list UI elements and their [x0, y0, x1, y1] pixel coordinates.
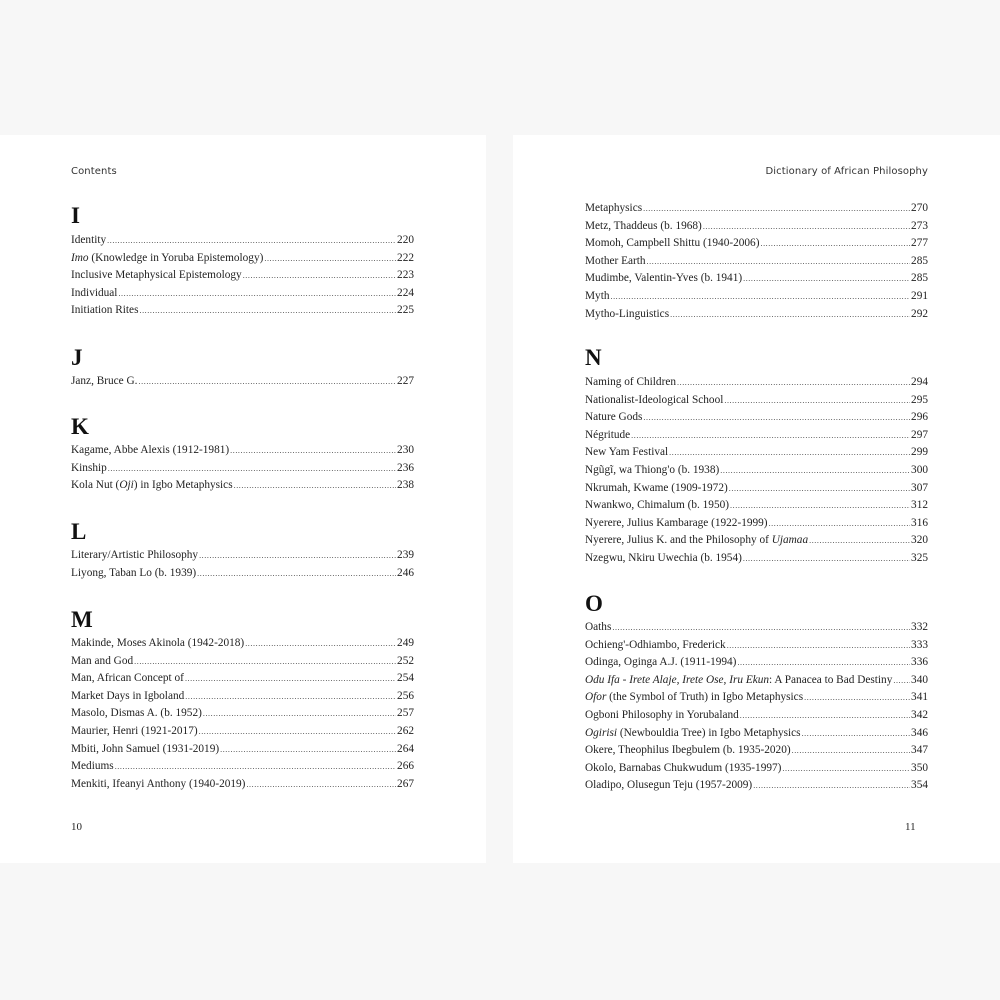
toc-entry-text: Menkiti, Ifeanyi Anthony (1940-2019) — [71, 777, 246, 790]
toc-entry-italic-term: Odu Ifa - Irete Alaje, Irete Ose, Iru Ekun — [585, 673, 770, 686]
toc-entry[interactable] — [71, 460, 414, 478]
toc-entry-page-number: 239 — [397, 549, 414, 561]
toc-entry-page-number: 230 — [397, 444, 414, 456]
section-letter-k: K — [71, 414, 89, 439]
toc-entry-text: Kinship — [71, 461, 107, 474]
toc-entry-text: Nyerere, Julius Kambarage (1922-1999) — [585, 516, 768, 529]
dot-leader — [743, 550, 910, 568]
toc-entry-page-number: 320 — [911, 534, 928, 547]
section-entries-i — [71, 232, 414, 320]
toc-entry-title — [71, 267, 242, 285]
toc-entry-text: Market Days in Igboland — [71, 689, 185, 702]
toc-entry[interactable] — [585, 725, 928, 743]
toc-entry-text: Mbiti, John Samuel (1931-2019) — [71, 742, 220, 755]
dot-leader — [264, 250, 396, 268]
toc-entry-page-number: 300 — [911, 463, 928, 476]
toc-entry-text: Metz, Thaddeus (b. 1968) — [585, 219, 702, 232]
dot-leader — [893, 672, 910, 690]
dot-leader — [230, 442, 396, 460]
toc-entry-title — [71, 565, 196, 583]
toc-entry-text: Ochieng'-Odhiambo, Frederick — [585, 638, 726, 651]
dot-leader — [727, 637, 910, 655]
dot-leader — [792, 742, 910, 760]
dot-leader — [243, 267, 396, 285]
toc-entry-title — [71, 477, 233, 495]
toc-entry[interactable] — [585, 497, 928, 515]
section-entries-k — [71, 442, 414, 495]
toc-entry[interactable] — [71, 688, 414, 706]
toc-entry-page-number: 267 — [397, 777, 414, 790]
toc-entry-page-number: 336 — [911, 656, 928, 669]
toc-entry-page-number: 236 — [397, 461, 414, 474]
dot-leader — [703, 218, 910, 236]
toc-entry-text: Literary/Artistic Philosophy — [71, 549, 199, 561]
toc-entry-page-number: 285 — [911, 272, 928, 285]
toc-entry-page-number: 262 — [397, 724, 414, 737]
toc-entry-title — [585, 288, 609, 306]
toc-entry-page-number: 285 — [911, 254, 928, 267]
toc-entry[interactable] — [71, 477, 414, 495]
toc-entry[interactable] — [585, 392, 928, 410]
toc-entry-page-number: 257 — [397, 707, 414, 720]
dot-leader — [809, 532, 910, 550]
toc-entry-italic-term: Ujamaa — [771, 534, 809, 547]
toc-entry-title — [585, 392, 723, 410]
toc-entry-text: Man, African Concept of — [71, 672, 184, 685]
toc-entry[interactable] — [585, 550, 928, 568]
toc-entry-title — [71, 653, 133, 671]
toc-entry[interactable] — [71, 547, 414, 565]
toc-entry-page-number: 292 — [911, 307, 928, 320]
toc-entry[interactable] — [585, 253, 928, 271]
toc-entry-italic-term: Imo — [71, 251, 89, 264]
section-entries-n — [585, 374, 928, 568]
toc-entry-page-number: 277 — [911, 237, 928, 250]
toc-entry[interactable] — [585, 672, 928, 690]
dot-leader — [199, 547, 396, 565]
toc-entry-page-number: 299 — [911, 446, 928, 459]
toc-entry-italic-term: Ogirisi — [585, 726, 618, 739]
toc-entry-page-number: 296 — [911, 411, 928, 424]
toc-entry-text: Nature Gods — [585, 411, 643, 424]
page-number-left: 10 — [71, 821, 82, 833]
toc-entry-title — [71, 776, 245, 794]
dot-leader — [802, 725, 910, 743]
section-letter-l: L — [71, 519, 87, 544]
toc-entry[interactable] — [71, 285, 414, 303]
toc-entry-page-number: 249 — [397, 637, 414, 649]
toc-entry-page-number: 297 — [911, 428, 928, 441]
toc-entry-page-number: 333 — [911, 638, 928, 651]
toc-entry-title — [71, 705, 202, 723]
toc-entry-text: (Newbouldia Tree) in Igbo Metaphysics — [617, 726, 801, 739]
toc-entry-text: Initiation Rites — [71, 304, 139, 317]
toc-entry[interactable] — [585, 427, 928, 445]
toc-entry[interactable] — [71, 635, 414, 653]
toc-entry[interactable] — [71, 723, 414, 741]
toc-entry-title — [585, 235, 759, 253]
toc-entry-text: Individual — [71, 286, 118, 299]
dot-leader — [670, 306, 910, 324]
toc-entry-title — [585, 462, 719, 480]
toc-entry-text-after: ) in Igbo Metaphysics — [133, 479, 233, 492]
toc-entry-title — [71, 635, 244, 653]
toc-entry-page-number: 227 — [397, 375, 414, 387]
toc-entry[interactable] — [585, 444, 928, 462]
toc-entry-text: Masolo, Dismas A. (b. 1952) — [71, 707, 202, 720]
dot-leader — [647, 253, 911, 271]
dot-leader — [185, 670, 396, 688]
toc-entry-page-number: 246 — [397, 566, 414, 579]
toc-entry[interactable] — [71, 776, 414, 794]
toc-entry-page-number: 270 — [911, 202, 928, 214]
toc-entry-title — [71, 688, 184, 706]
section-letter-i: I — [71, 203, 80, 228]
toc-entry-title — [585, 707, 739, 725]
toc-entry-page-number: 291 — [911, 289, 928, 302]
dot-leader — [669, 444, 910, 462]
dot-leader — [610, 288, 910, 306]
toc-entry[interactable] — [585, 200, 928, 218]
dot-leader — [139, 302, 396, 320]
dot-leader — [740, 707, 910, 725]
dot-leader — [643, 409, 910, 427]
dot-leader — [782, 760, 910, 778]
dot-leader — [643, 200, 910, 218]
toc-entry-page-number: 342 — [911, 708, 928, 721]
toc-entry[interactable] — [585, 777, 928, 795]
dot-leader — [743, 270, 910, 288]
toc-entry-title — [585, 672, 892, 690]
section-entries-l — [71, 547, 414, 582]
toc-entry[interactable] — [71, 267, 414, 285]
toc-entry-page-number: 223 — [397, 269, 414, 282]
toc-entry-title — [71, 373, 138, 391]
toc-entry-title — [585, 654, 736, 672]
toc-entry[interactable] — [71, 250, 414, 268]
toc-entry[interactable] — [71, 670, 414, 688]
toc-entry-title — [71, 547, 198, 565]
toc-entry-text: Naming of Children — [585, 376, 676, 388]
toc-entry[interactable] — [71, 373, 414, 391]
toc-entry[interactable] — [585, 270, 928, 288]
dot-leader — [197, 565, 396, 583]
dot-leader — [720, 462, 910, 480]
toc-entry-title — [585, 253, 646, 271]
dot-leader — [234, 477, 396, 495]
section-entries-o — [585, 619, 928, 795]
toc-entry-title — [585, 532, 808, 550]
toc-entry[interactable] — [585, 654, 928, 672]
toc-entry-title — [585, 480, 728, 498]
toc-entry-text: Ogboni Philosophy in Yorubaland — [585, 708, 739, 721]
toc-entry-page-number: 222 — [397, 251, 414, 264]
toc-entry-text: Myth — [585, 289, 610, 302]
toc-entry-title — [71, 723, 198, 741]
toc-entry[interactable] — [71, 302, 414, 320]
toc-entry-title — [585, 742, 791, 760]
toc-entry-title — [585, 427, 630, 445]
toc-entry-page-number: 312 — [911, 499, 928, 512]
toc-entry-text: Kola Nut ( — [71, 479, 120, 492]
section-letter-n: N — [585, 345, 602, 370]
toc-entry-page-number: 256 — [397, 689, 414, 702]
toc-entry-title — [71, 460, 107, 478]
section-letter-j: J — [71, 345, 83, 370]
toc-entry-title — [71, 302, 138, 320]
toc-entry-text: New Yam Festival — [585, 446, 669, 459]
toc-entry[interactable] — [71, 758, 414, 776]
toc-entry-title — [585, 497, 729, 515]
toc-entry-text: Odinga, Oginga A.J. (1911-1994) — [585, 656, 737, 669]
toc-entry-italic-term: Ofor — [585, 691, 607, 704]
toc-entry-page-number: 224 — [397, 286, 414, 299]
toc-entry[interactable] — [585, 306, 928, 324]
dot-leader — [760, 235, 910, 253]
toc-entry-text: Ngũgĩ, wa Thiong'o (b. 1938) — [585, 463, 720, 476]
toc-entry-title — [71, 232, 106, 250]
toc-entry-title — [71, 442, 229, 460]
toc-entry-title — [585, 270, 742, 288]
toc-entry[interactable] — [71, 232, 414, 250]
toc-entry-text: Nzegwu, Nkiru Uwechia (b. 1954) — [585, 551, 742, 564]
section-letter-m: M — [71, 607, 93, 632]
toc-entry-text: Momoh, Campbell Shittu (1940-2006) — [585, 237, 760, 250]
dot-leader — [724, 392, 910, 410]
toc-entry[interactable] — [71, 565, 414, 583]
toc-entry-text: Metaphysics — [585, 202, 643, 214]
dot-leader — [185, 688, 396, 706]
dot-leader — [246, 776, 396, 794]
toc-entry-title — [71, 670, 184, 688]
toc-entry-text: Nyerere, Julius K. and the Philosophy of — [585, 534, 772, 547]
toc-entry-title — [71, 285, 117, 303]
dot-leader — [730, 497, 910, 515]
toc-entry-title — [585, 374, 676, 392]
dot-leader — [677, 374, 910, 392]
toc-entry-page-number: 264 — [397, 742, 414, 755]
toc-entry-title — [585, 444, 668, 462]
toc-entry[interactable] — [585, 515, 928, 533]
toc-entry[interactable] — [585, 760, 928, 778]
toc-entry[interactable] — [585, 742, 928, 760]
toc-entry[interactable] — [71, 442, 414, 460]
toc-entry-title — [585, 306, 669, 324]
dot-leader — [612, 619, 910, 637]
toc-entry[interactable] — [585, 532, 928, 550]
toc-entry-text: Man and God — [71, 654, 134, 667]
toc-entry-text: : A Panacea to Bad Destiny — [769, 673, 893, 686]
dot-leader — [631, 427, 910, 445]
toc-entry-text: Mediums — [71, 760, 114, 773]
toc-entry-page-number: 294 — [911, 376, 928, 388]
toc-entry-title — [585, 550, 742, 568]
toc-entry[interactable] — [585, 462, 928, 480]
toc-entry-page-number: 350 — [911, 761, 928, 774]
toc-entry-text: Négritude — [585, 428, 631, 441]
toc-entry-text: (the Symbol of Truth) in Igbo Metaphysics — [606, 691, 804, 704]
toc-entry-title — [585, 515, 768, 533]
toc-entry[interactable] — [585, 480, 928, 498]
toc-entry[interactable] — [585, 707, 928, 725]
toc-entry-text: Okolo, Barnabas Chukwudum (1935-1997) — [585, 761, 782, 774]
section-letter-o: O — [585, 591, 603, 616]
dot-leader — [804, 689, 910, 707]
toc-entry-italic-term: Oji — [119, 479, 134, 492]
dot-leader — [220, 741, 396, 759]
toc-entry[interactable] — [585, 409, 928, 427]
toc-entry-title — [71, 741, 219, 759]
toc-entry-page-number: 252 — [397, 654, 414, 667]
toc-entry-page-number: 254 — [397, 672, 414, 685]
section-entries-m-continued — [585, 200, 928, 323]
dot-leader — [115, 758, 396, 776]
toc-entry-page-number: 273 — [911, 219, 928, 232]
toc-entry-title — [585, 218, 702, 236]
toc-entry-text: Nkrumah, Kwame (1909-1972) — [585, 481, 728, 494]
dot-leader — [753, 777, 910, 795]
toc-entry[interactable] — [585, 374, 928, 392]
toc-entry-text: Okere, Theophilus Ibegbulem (b. 1935-2020) — [585, 744, 791, 757]
toc-entry-page-number: 340 — [911, 673, 928, 686]
toc-entry-title — [585, 200, 642, 218]
toc-entry-page-number: 341 — [911, 691, 928, 704]
dot-leader — [737, 654, 910, 672]
toc-entry-text: Oaths — [585, 621, 612, 633]
toc-entry-title — [585, 619, 611, 637]
toc-entry-title — [585, 637, 726, 655]
toc-entry[interactable] — [585, 288, 928, 306]
toc-entry-title — [585, 760, 781, 778]
dot-leader — [139, 373, 397, 391]
toc-entry-page-number: 332 — [911, 621, 928, 633]
running-head-right: Dictionary of African Philosophy — [765, 166, 928, 177]
page-number-right: 11 — [905, 821, 916, 833]
toc-entry-title — [585, 409, 642, 427]
toc-entry[interactable] — [71, 653, 414, 671]
toc-entry-title — [585, 777, 752, 795]
toc-entry-page-number: 354 — [911, 779, 928, 792]
dot-leader — [203, 705, 396, 723]
dot-leader — [118, 285, 396, 303]
toc-entry[interactable] — [585, 218, 928, 236]
running-head-left: Contents — [71, 166, 117, 177]
toc-entry[interactable] — [585, 689, 928, 707]
toc-entry-page-number: 316 — [911, 516, 928, 529]
toc-entry-text: Nwankwo, Chimalum (b. 1950) — [585, 499, 730, 512]
dot-leader — [729, 480, 910, 498]
toc-entry[interactable] — [71, 741, 414, 759]
toc-entry-page-number: 238 — [397, 479, 414, 492]
toc-entry[interactable] — [585, 637, 928, 655]
toc-entry-page-number: 307 — [911, 481, 928, 494]
dot-leader — [107, 232, 396, 250]
toc-entry-title — [71, 758, 114, 776]
toc-entry-text: Liyong, Taban Lo (b. 1939) — [71, 566, 197, 579]
dot-leader — [108, 460, 396, 478]
toc-entry-text: (Knowledge in Yoruba Epistemology) — [88, 251, 264, 264]
dot-leader — [769, 515, 910, 533]
toc-entry-page-number: 220 — [397, 234, 414, 246]
toc-entry-title — [71, 250, 263, 268]
dot-leader — [245, 635, 396, 653]
toc-entry-page-number: 347 — [911, 744, 928, 757]
dot-leader — [134, 653, 396, 671]
toc-entry-text: Inclusive Metaphysical Epistemology — [71, 269, 242, 282]
section-entries-m — [71, 635, 414, 793]
section-entries-j — [71, 373, 414, 391]
toc-entry-text: Kagame, Abbe Alexis (1912-1981) — [71, 444, 230, 456]
toc-entry-text: Mudimbe, Valentin-Yves (b. 1941) — [585, 272, 743, 285]
toc-entry-page-number: 266 — [397, 760, 414, 773]
toc-entry-text: Makinde, Moses Akinola (1942-2018) — [71, 637, 245, 649]
toc-entry[interactable] — [585, 235, 928, 253]
dot-leader — [199, 723, 396, 741]
toc-entry-text: Oladipo, Olusegun Teju (1957-2009) — [585, 779, 753, 792]
toc-entry[interactable] — [585, 619, 928, 637]
toc-entry-page-number: 225 — [397, 304, 414, 317]
toc-entry-text: Mother Earth — [585, 254, 646, 267]
toc-entry-text: Maurier, Henri (1921-2017) — [71, 724, 198, 737]
toc-entry-page-number: 346 — [911, 726, 928, 739]
toc-entry-text: Janz, Bruce G. — [71, 375, 138, 387]
toc-entry-page-number: 295 — [911, 393, 928, 406]
toc-entry-title — [585, 689, 803, 707]
toc-entry-text: Nationalist-Ideological School — [585, 393, 724, 406]
toc-entry-text: Identity — [71, 234, 107, 246]
toc-entry-title — [585, 725, 801, 743]
toc-entry-text: Mytho-Linguistics — [585, 307, 670, 320]
toc-entry-page-number: 325 — [911, 551, 928, 564]
toc-entry[interactable] — [71, 705, 414, 723]
